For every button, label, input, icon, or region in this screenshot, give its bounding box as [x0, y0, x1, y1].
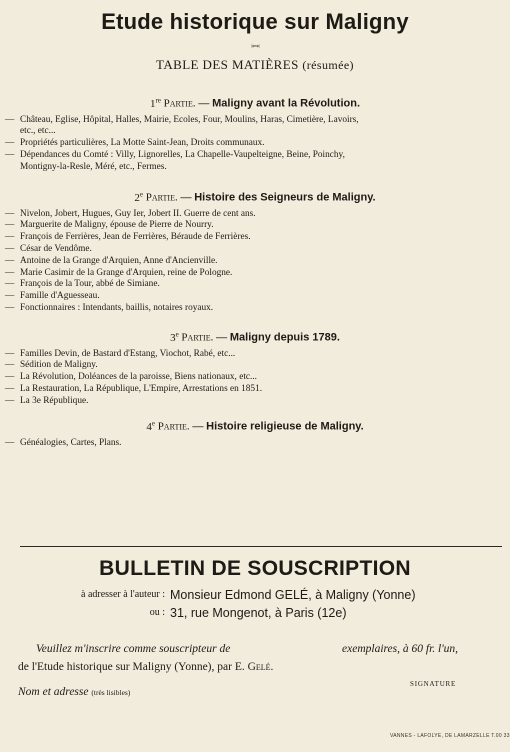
part-2-items: [0, 209, 510, 315]
part-2-dash: —: [180, 191, 192, 204]
part-2-subject: Histoire des Seigneurs de Maligny.: [194, 191, 376, 204]
subscription-text-1a: Veuillez m'inscrire comme souscripteur de: [36, 643, 231, 655]
part-1-subject: Maligny avant la Révolution.: [212, 97, 361, 110]
list-item: — Antoine de la Grange d'Arquien, Anne d'Ancienville.: [5, 255, 218, 266]
part-1-label: Partie.: [163, 97, 196, 110]
list-item: — Marie Casimir de la Grange d'Arquien, reine de Pologne.: [5, 267, 233, 278]
part-4-label: Partie.: [157, 420, 190, 433]
part-1-items: [0, 115, 510, 174]
toc-heading: [0, 57, 510, 73]
part-1: [0, 92, 510, 174]
part-2-title: [0, 186, 510, 206]
part-4-dash: —: [192, 420, 204, 433]
part-4-number: 4e: [146, 419, 155, 433]
part-4: [0, 415, 510, 449]
toc-heading-note: (résumée): [302, 58, 354, 72]
list-item: — François de la Tour, abbé de Simiane.: [5, 279, 160, 290]
page-title: Etude historique sur Maligny: [101, 9, 409, 34]
subscription-text-1b: exemplaires, à 60 fr. l'un,: [342, 643, 459, 655]
part-1-dash: —: [198, 97, 210, 110]
part-3-items: [0, 349, 510, 408]
address-value-1: Monsieur Edmond GELÉ, à Maligny (Yonne): [170, 588, 416, 602]
list-item: — Dépendances du Comté : Villy, Lignorelles, La Chapelle-Vaupelteigne, Beine, Poinchy,: [5, 150, 345, 161]
part-1-number: 1re: [149, 96, 161, 110]
part-3-number: 3e: [170, 330, 179, 344]
toc-heading-text: TABLE DES MATIÈRES: [156, 57, 299, 72]
part-1-title: [0, 92, 510, 112]
address-label-1: à adresser à l'auteur :: [81, 589, 165, 600]
list-item-continuation: Montigny-la-Resle, Méré, etc., Fermes.: [20, 161, 167, 172]
section-divider: [20, 546, 502, 547]
list-item: — César de Vendôme.: [5, 244, 92, 255]
list-item: — Fonctionnaires : Intendants, baillis, notaires royaux.: [5, 303, 214, 314]
list-item: — La 3e République.: [5, 395, 89, 406]
list-item: — Famille d'Aguesseau.: [5, 291, 100, 302]
list-item: — Marguerite de Maligny, épouse de Pierre de Nourry.: [5, 220, 214, 231]
signature-label: SIGNATURE: [410, 680, 457, 688]
name-address-label: Nom et adresse: [18, 686, 89, 698]
subscription-text-2a: de l'Etude historique sur Maligny (Yonne), par E.: [18, 661, 245, 673]
list-item-continuation: etc., etc...: [20, 126, 56, 137]
list-item: — Généalogies, Cartes, Plans.: [5, 437, 122, 448]
part-2-label: Partie.: [145, 191, 178, 204]
part-3-title: [0, 326, 510, 346]
address-value-2: 31, rue Mongenot, à Paris (12e): [170, 606, 347, 620]
list-item: — Sédition de Maligny.: [5, 360, 98, 371]
list-item: — Familles Devin, de Bastard d'Estang, Viochot, Rabé, etc...: [5, 348, 236, 359]
ornament-divider: »◦◦«: [251, 42, 259, 50]
list-item: — La Restauration, La République, L'Empire, Arrestations en 1851.: [5, 384, 263, 395]
part-3-subject: Maligny depuis 1789.: [229, 331, 340, 344]
list-item: — Nivelon, Jobert, Hugues, Guy Ier, Jobert II. Guerre de cent ans.: [5, 208, 256, 219]
address-label-2: ou :: [149, 607, 165, 618]
list-item: — Château, Eglise, Hôpital, Halles, Mairie, Ecoles, Four, Moulins, Haras, Cimetière, Lavoirs,: [5, 114, 359, 125]
name-address-note: (très lisibles): [91, 688, 131, 697]
part-3-dash: —: [216, 331, 228, 344]
list-item: — La Révolution, Doléances de la paroisse, Biens nationaux, etc...: [5, 372, 258, 383]
part-3-label: Partie.: [181, 331, 214, 344]
part-2-number: 2e: [134, 190, 144, 204]
bulletin-title: BULLETIN DE SOUSCRIPTION: [99, 557, 411, 580]
list-item: — Propriétés particulières, La Motte Saint-Jean, Droits communaux.: [5, 138, 265, 149]
author-name: Gelé.: [247, 661, 274, 673]
part-2: [0, 186, 510, 315]
part-4-items: [0, 438, 510, 450]
list-item: — François de Ferrières, Jean de Ferrières, Béraude de Ferrières.: [5, 232, 251, 243]
part-4-subject: Histoire religieuse de Maligny.: [206, 420, 364, 433]
part-4-title: [0, 415, 510, 435]
printer-imprint: VANNES - LAFOLYE, DE LAMARZELLE T.00 33: [390, 733, 510, 739]
part-3: [0, 326, 510, 408]
